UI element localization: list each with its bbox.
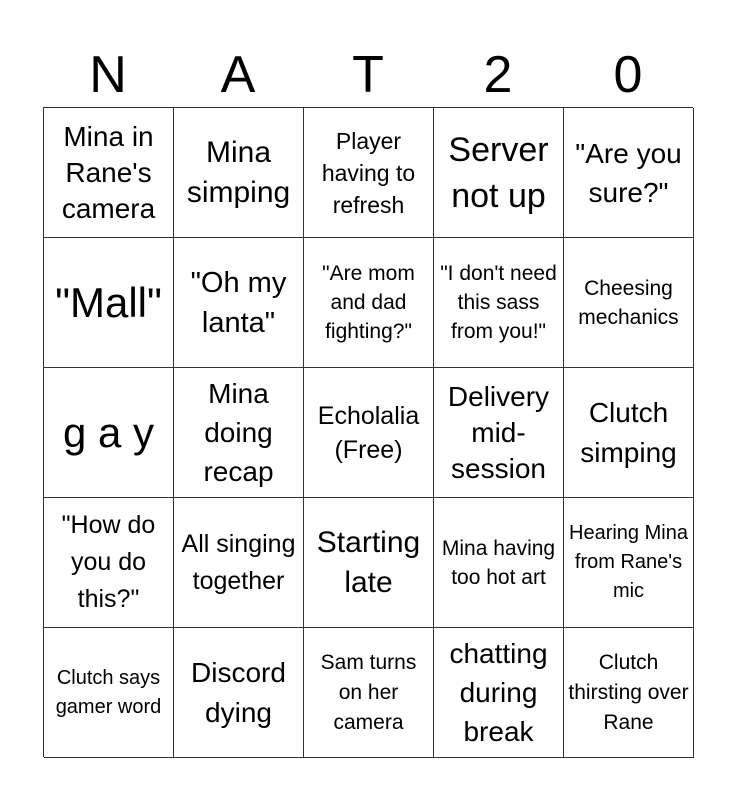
header-letter-0: 0 bbox=[613, 46, 643, 104]
bingo-cell[interactable] bbox=[44, 498, 174, 628]
bingo-cell[interactable] bbox=[434, 108, 564, 238]
bingo-cell[interactable] bbox=[174, 368, 304, 498]
cell-text: Server not up bbox=[448, 130, 549, 215]
bingo-cell[interactable] bbox=[174, 628, 304, 758]
cell-text: Hearing Mina from Rane's mic bbox=[569, 522, 688, 602]
bingo-cell[interactable] bbox=[44, 108, 174, 238]
bingo-cell[interactable] bbox=[434, 238, 564, 368]
bingo-board bbox=[43, 107, 693, 757]
bingo-cell[interactable] bbox=[304, 108, 434, 238]
cell-text: Player having to refresh bbox=[321, 127, 416, 218]
cell-text: Mina having too hot art bbox=[441, 536, 556, 589]
bingo-header bbox=[43, 40, 693, 110]
bingo-cell[interactable] bbox=[564, 108, 694, 238]
cell-text: "Mall" bbox=[55, 278, 162, 326]
cell-text: All singing together bbox=[181, 529, 296, 595]
cell-text: g a y bbox=[62, 408, 155, 456]
bingo-cell[interactable] bbox=[174, 238, 304, 368]
bingo-cell[interactable] bbox=[564, 498, 694, 628]
header-letter-2: 2 bbox=[483, 46, 513, 104]
cell-text: Echolalia (Free) bbox=[317, 401, 420, 464]
bingo-cell[interactable] bbox=[564, 238, 694, 368]
bingo-cell[interactable] bbox=[44, 368, 174, 498]
cell-text: "Are mom and dad fighting?" bbox=[322, 262, 415, 343]
bingo-cell[interactable] bbox=[44, 238, 174, 368]
bingo-cell[interactable] bbox=[304, 628, 434, 758]
cell-text: Cheesing mechanics bbox=[578, 276, 679, 329]
header-letter-t: T bbox=[352, 46, 384, 104]
cell-text: "I don't need this sass from you!" bbox=[440, 262, 557, 343]
cell-text: Clutch says gamer word bbox=[55, 666, 162, 718]
bingo-cell[interactable] bbox=[174, 498, 304, 628]
cell-text: Clutch thirsting over Rane bbox=[568, 650, 689, 734]
cell-text: Mina doing recap bbox=[203, 378, 274, 487]
cell-text: Clutch simping bbox=[580, 396, 677, 468]
cell-text: Mina simping bbox=[186, 135, 291, 209]
bingo-cell[interactable] bbox=[304, 498, 434, 628]
bingo-cell[interactable] bbox=[564, 368, 694, 498]
cell-text: "Oh my lanta" bbox=[190, 266, 287, 339]
bingo-cell[interactable] bbox=[304, 368, 434, 498]
bingo-cell[interactable] bbox=[44, 628, 174, 758]
cell-text: "How do you do this?" bbox=[61, 511, 156, 613]
cell-text: Mina in Rane's camera bbox=[61, 120, 156, 224]
bingo-cell[interactable] bbox=[564, 628, 694, 758]
cell-text: "Are you sure?" bbox=[575, 137, 682, 208]
bingo-cell[interactable] bbox=[304, 238, 434, 368]
cell-text: chatting during break bbox=[449, 638, 548, 747]
cell-text: Discord dying bbox=[191, 656, 286, 728]
cell-text: Delivery mid-session bbox=[447, 380, 550, 484]
bingo-cell[interactable] bbox=[434, 368, 564, 498]
bingo-cell[interactable] bbox=[174, 108, 304, 238]
header-letter-a: A bbox=[220, 46, 256, 104]
cell-text: Starting late bbox=[316, 525, 421, 599]
cell-text: Sam turns on her camera bbox=[320, 650, 417, 734]
bingo-cell[interactable] bbox=[434, 498, 564, 628]
bingo-cell[interactable] bbox=[434, 628, 564, 758]
header-letter-n: N bbox=[89, 46, 127, 104]
